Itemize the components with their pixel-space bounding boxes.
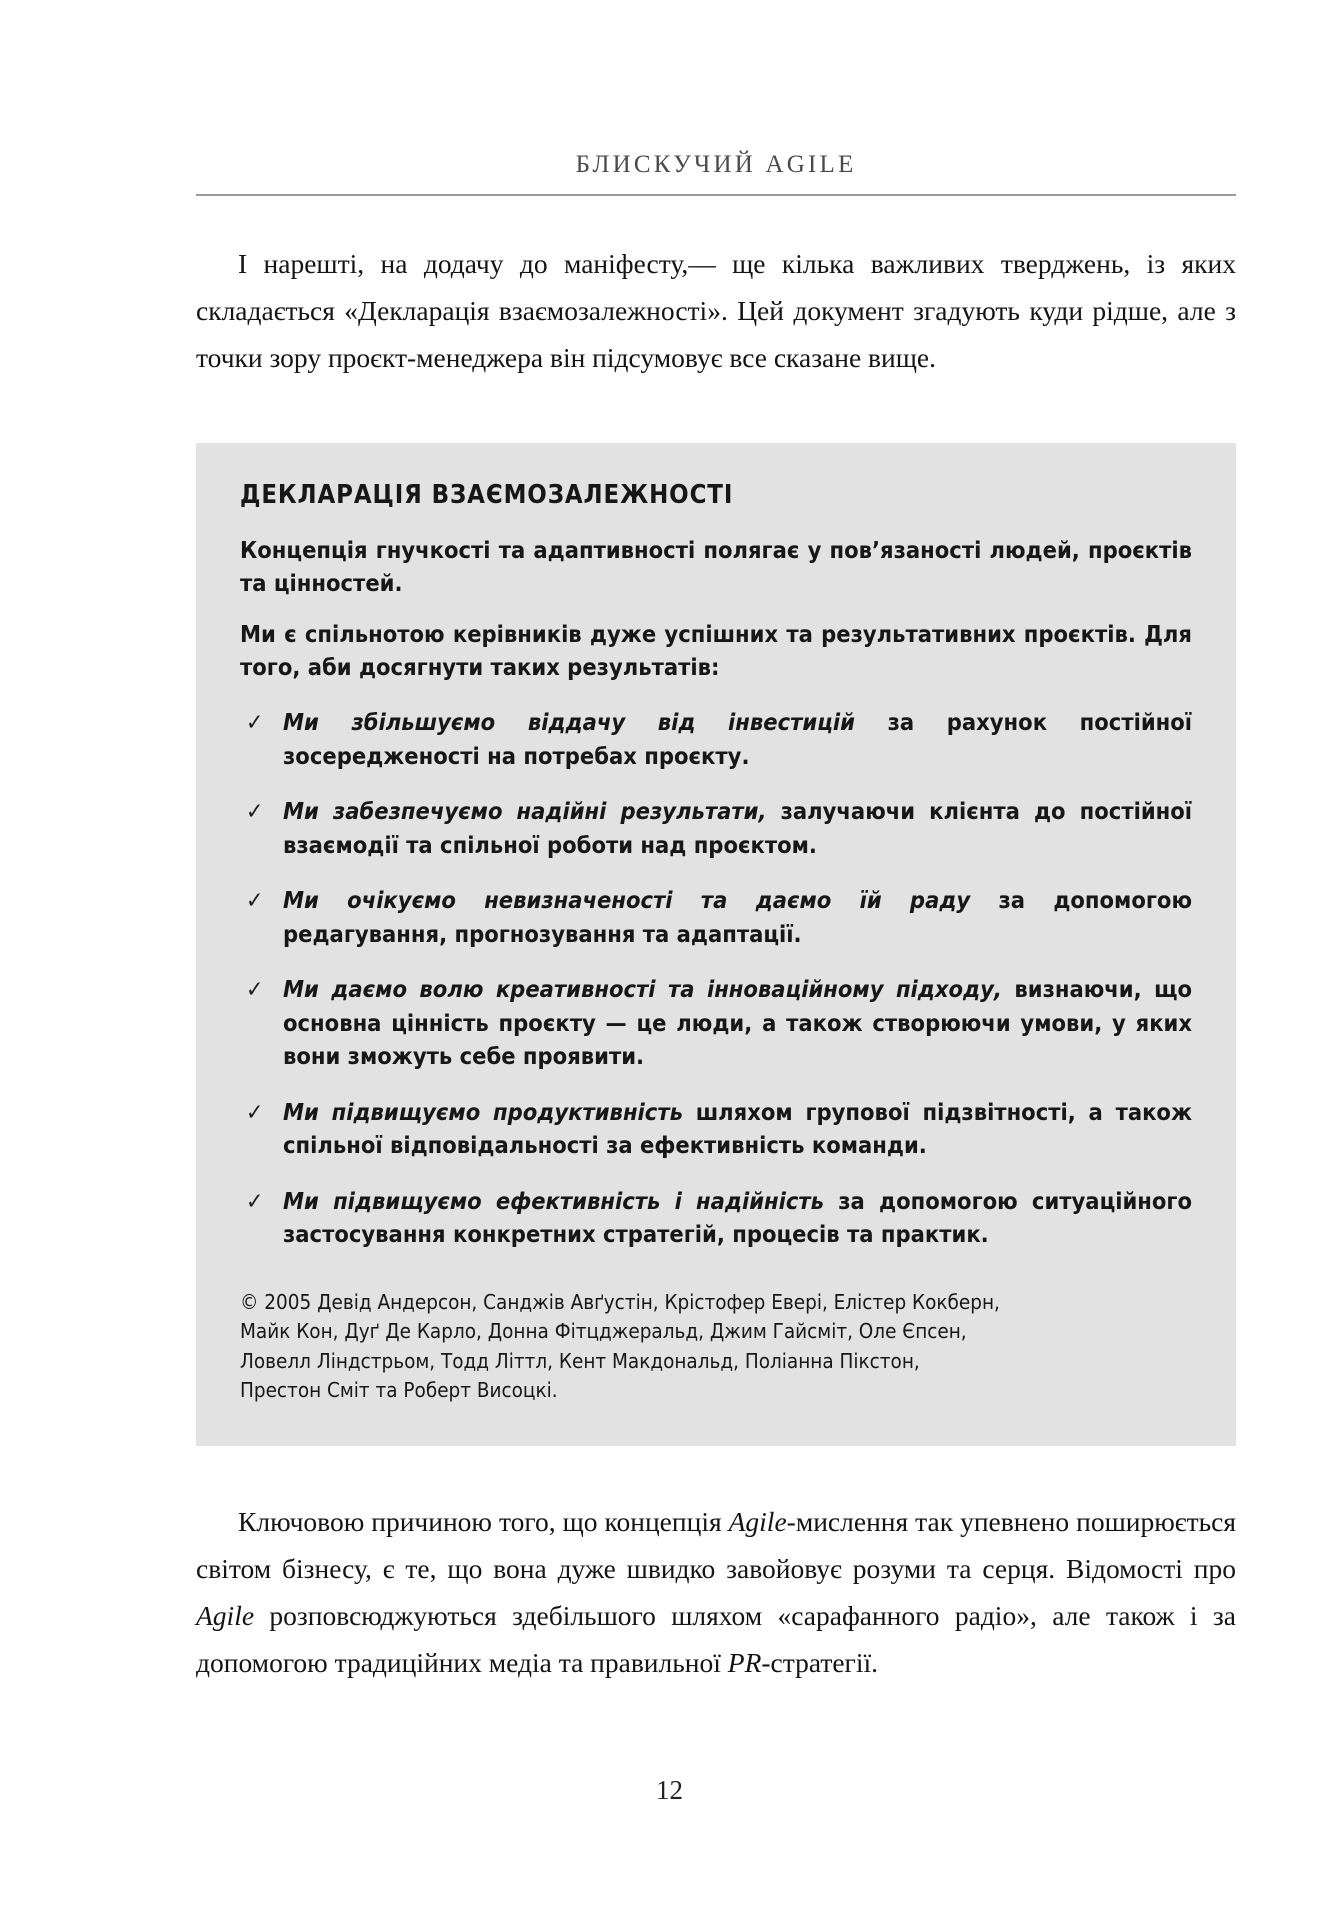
list-item-emphasis: Ми підвищуємо продуктивність xyxy=(283,1097,683,1126)
checkmark-icon: ✓ xyxy=(246,799,264,826)
declaration-bullet-list xyxy=(240,706,1192,1252)
list-item xyxy=(240,973,1192,1074)
callout-lead-paragraph-1: Концепція гнучкості та адаптивності полягає у пов’язаності людей, проєктів та цінностей. xyxy=(240,536,1192,598)
list-item-emphasis: Ми збільшуємо віддачу від інвестицій xyxy=(283,708,855,737)
declaration-callout-box xyxy=(196,443,1236,1446)
list-item-text: залучаючи клієнта до постійної взаємодії та спільної роботи над проєктом. xyxy=(283,797,1193,859)
checkmark-icon: ✓ xyxy=(246,1099,264,1126)
intro-paragraph xyxy=(196,240,1236,381)
outro-paragraph xyxy=(196,1498,1236,1686)
term-pr: PR xyxy=(727,1646,762,1678)
list-item-emphasis: Ми даємо волю креативності та інноваційному підходу, xyxy=(283,975,1002,1004)
callout-title: ДЕКЛАРАЦІЯ ВЗАЄМОЗАЛЕЖНОСТІ xyxy=(240,480,734,510)
list-item-text: шляхом групової підзвітності, а також спільної відповідальності за ефективність команди. xyxy=(283,1097,1193,1160)
running-header: БЛИСКУЧИЙ AGILE xyxy=(575,151,857,178)
list-item-emphasis: Ми підвищуємо ефективність і надійність xyxy=(283,1186,825,1215)
outro-segment-3: розповсюджуються здебільшого шляхом «сарафанного радіо», але також і за допомогою традиційних медіа та правильної xyxy=(196,1599,1236,1678)
credits-line: Майк Кон, Дуґ Де Карло, Донна Фітцджеральд, Джим Гайсміт, Оле Єпсен, xyxy=(240,1319,967,1344)
list-item xyxy=(240,795,1192,862)
copyright-credits xyxy=(240,1288,1192,1406)
credits-line: Ловелл Ліндстрьом, Тодд Літтл, Кент Макдональд, Поліанна Пікстон, xyxy=(240,1348,920,1373)
list-item xyxy=(240,706,1192,773)
header-rule xyxy=(196,194,1236,196)
term-agile: Agile xyxy=(728,1505,787,1537)
list-item-emphasis: Ми очікуємо невизначеності та даємо їй раду xyxy=(283,886,971,915)
list-item xyxy=(240,1185,1192,1252)
page-number: 12 xyxy=(656,1775,683,1805)
callout-lead-paragraph-2: Ми є спільнотою керівників дуже успішних та результативних проєктів. Для того, аби досягнути таких результатів: xyxy=(240,620,1192,682)
credits-line: Престон Сміт та Роберт Висоцкі. xyxy=(240,1378,558,1403)
intro-paragraph-text: І нарешті, на додачу до маніфесту,— ще кілька важливих тверджень, із яких складається «Декларація взаємозалежності». Цей документ згадують куди рідше, але з точки зору проєкт-менеджера він підсумовує все сказане вище. xyxy=(196,248,1236,373)
page-content xyxy=(196,0,1236,1686)
term-agile: Agile xyxy=(196,1599,255,1631)
list-item-text: за допомогою редагування, прогнозування та адаптації. xyxy=(283,886,1192,948)
checkmark-icon: ✓ xyxy=(246,710,264,737)
list-item xyxy=(240,884,1192,951)
list-item-emphasis: Ми забезпечуємо надійні результати, xyxy=(283,797,767,826)
outro-segment-4: -стратегії. xyxy=(761,1646,878,1678)
list-item-text: за рахунок постійної зосередженості на потребах проєкту. xyxy=(283,708,1193,770)
checkmark-icon: ✓ xyxy=(246,1188,264,1215)
list-item xyxy=(240,1096,1192,1163)
outro-segment-1: Ключовою причиною того, що концепція xyxy=(238,1505,729,1537)
checkmark-icon: ✓ xyxy=(246,888,264,915)
credits-line: © 2005 Девід Андерсон, Санджів Авґустін, Крістофер Евері, Елістер Кокберн, xyxy=(240,1289,1000,1314)
list-item-text: визнаючи, що основна цінність проєкту — це люди, а також створюючи умови, у яких вони зможуть себе проявити. xyxy=(283,975,1192,1071)
list-item-text: за допомогою ситуаційного застосування конкретних стратегій, процесів та практик. xyxy=(283,1186,1193,1249)
outro-segment-2: -мислення так упевнено поширюється світом бізнесу, є те, що вона дуже швидко завойовує розуми та серця. Відомості про xyxy=(196,1505,1236,1584)
checkmark-icon: ✓ xyxy=(246,977,264,1004)
